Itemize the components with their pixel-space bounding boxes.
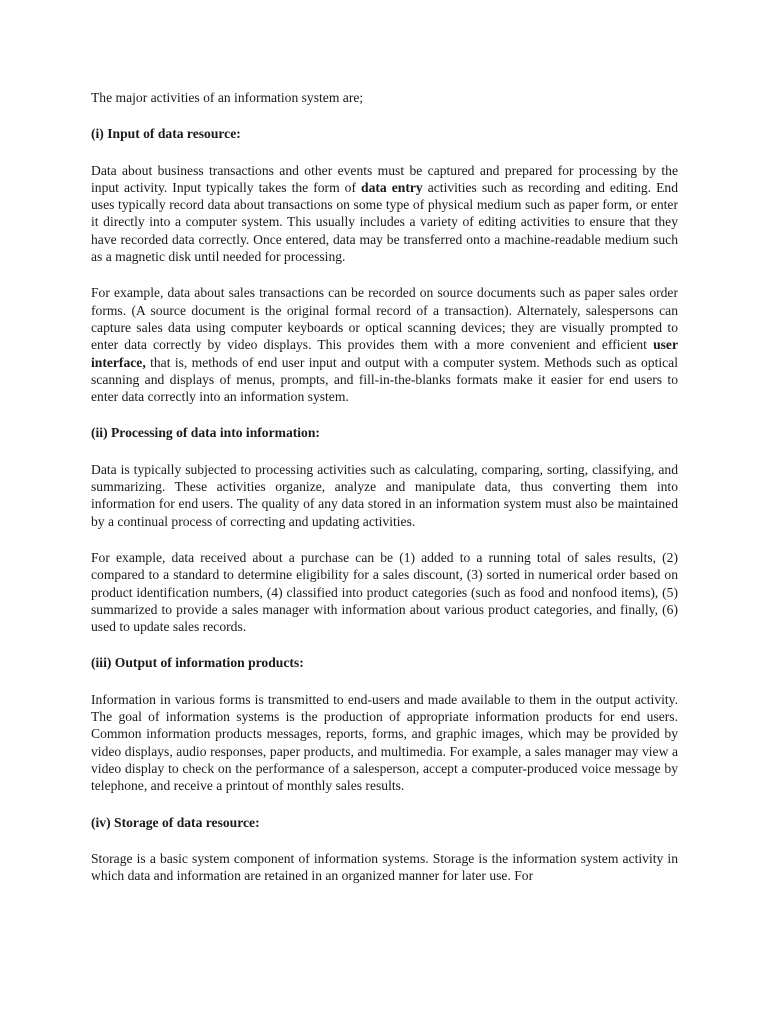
text-run: activities such as recording and editing. End uses typically record data about transactions on some type of physical medium such as paper form, or enter it directly into a computer system. This usually includes a variety of editing activities to ensure that they have recorded data correctly. Once entered, data may be transferred onto a machine-readable medium such as a magnetic disk until needed for processing. xyxy=(91,179,678,265)
processing-paragraph-2: For example, data received about a purchase can be (1) added to a running total of sales results, (2) compared to a standard to determine eligibility for a sales discount, (3) sorted in numerical order based on product identification numbers, (4) classified into product categories (such as food and nonfood items), (5) summarized to provide a sales manager with information about various product categories, and finally, (6) used to update sales records. xyxy=(91,549,678,635)
input-paragraph-2 xyxy=(91,284,678,405)
section-heading-processing: (ii) Processing of data into information: xyxy=(91,425,320,441)
bold-term-data-entry: data entry xyxy=(361,179,423,195)
section-heading-output: (iii) Output of information products: xyxy=(91,655,304,671)
bold-term-user-interface: user interface, xyxy=(91,337,678,370)
section-heading-storage: (iv) Storage of data resource: xyxy=(91,814,260,830)
section-heading-input: (i) Input of data resource: xyxy=(91,126,241,142)
text-run: Data about business transactions and other events must be captured and prepared for processing by the input activity. Input typically takes the form of xyxy=(91,162,678,195)
storage-paragraph-1: Storage is a basic system component of information systems. Storage is the information system activity in which data and information are retained in an organized manner for later use. For xyxy=(91,850,678,884)
input-paragraph-1 xyxy=(91,162,678,266)
processing-paragraph-1: Data is typically subjected to processing activities such as calculating, comparing, sorting, classifying, and summarizing. These activities organize, analyze and manipulate data, thus converting them into information for end users. The quality of any data stored in an information system must also be maintained by a continual process of correcting and updating activities. xyxy=(91,461,678,529)
text-run: that is, methods of end user input and output with a computer system. Methods such as optical scanning and displays of menus, prompts, and fill-in-the-blanks formats make it easier for end users to enter data correctly into an information system. xyxy=(91,354,678,405)
text-run: For example, data about sales transactions can be recorded on source documents such as paper sales order forms. (A source document is the original formal record of a transaction). Alternately, salespersons can capture sales data using computer keyboards or optical scanning devices; they are visually prompted to enter data correctly by video displays. This provides them with a more convenient and efficient xyxy=(91,285,678,353)
output-paragraph-1: Information in various forms is transmitted to end-users and made available to them in the output activity. The goal of information systems is the production of appropriate information products for end users. Common information products messages, reports, forms, and graphic images, which may be provided by video displays, audio responses, paper products, and multimedia. For example, a sales manager may view a video display to check on the performance of a salesperson, accept a computer-produced voice message by telephone, and receive a printout of monthly sales results. xyxy=(91,691,678,794)
document-page xyxy=(91,89,678,903)
intro-paragraph: The major activities of an information system are; xyxy=(91,90,364,105)
